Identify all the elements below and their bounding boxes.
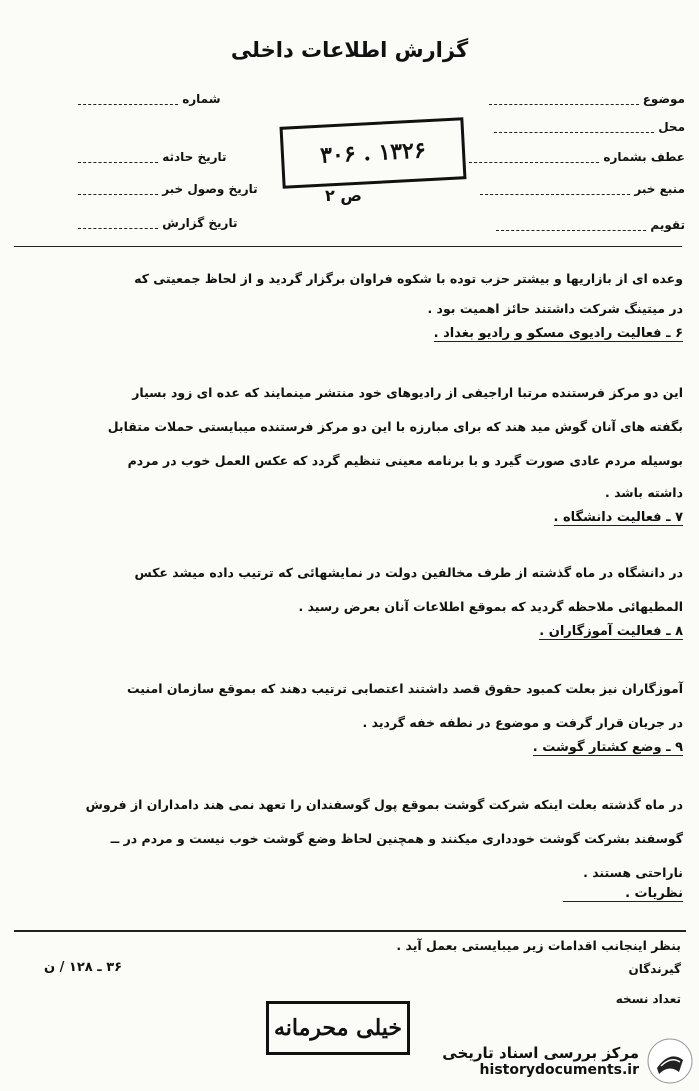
document-number: ۳۶ ـ ۱۲۸ / ن (44, 960, 123, 975)
field-report-date (78, 216, 237, 230)
field-reference-blank (469, 152, 599, 163)
book-logo-icon (647, 1038, 693, 1084)
paragraph-2-line-4: داشته باشد . (604, 485, 683, 500)
heading-section-9 (533, 740, 683, 756)
field-source-blank (480, 184, 630, 195)
header-divider (14, 246, 682, 247)
paragraph-5-line-3: ناراحتی هستند . (583, 865, 683, 880)
heading-section-6-text: ۶ ـ فعالیت رادیوی مسکو و رادیو بغداد . (433, 326, 683, 341)
field-evaluation (496, 218, 685, 232)
heading-section-6 (434, 326, 683, 342)
heading-section-8-text: ۸ ـ فعالیت آموزگاران . (539, 624, 683, 639)
field-number (78, 92, 221, 106)
watermark-persian-text: مرکز بررسی اسناد تاریخی (442, 1044, 639, 1062)
recommendation-line: بنظر اینجانب اقدامات زیر میبایستی بعمل آید . (396, 938, 681, 953)
paragraph-1-line-2: در میتینگ شرکت داشتند حائز اهمیت بود . (427, 301, 683, 316)
footer-divider (14, 930, 686, 932)
field-evaluation-blank (496, 220, 646, 231)
field-evaluation-label: تقویم (650, 218, 685, 232)
field-reference (469, 150, 685, 164)
paragraph-5-line-1: در ماه گذشته بعلت اینکه شرکت گوشت بموقع پول گوسفندان را تعهد نمی هند دامداران از فروش (85, 797, 683, 812)
field-event-date (78, 150, 227, 164)
report-title: گزارش اطلاعات داخلی (230, 38, 469, 62)
heading-section-7 (554, 510, 683, 526)
field-event-date-blank (78, 152, 158, 163)
heading-section-7-text: ۷ ـ فعالیت دانشگاه . (553, 510, 683, 525)
stamp-page-number: ص ۲ (325, 186, 362, 205)
field-source-label: منبع خبر (634, 182, 685, 196)
archive-stamp: ۳۰۶ . ۱۳۲۶ (280, 117, 467, 189)
paragraph-5-line-2: گوسفند بشرکت گوشت خودداری میکنند و همچنین لحاظ وضع گوشت خوب نیست و مردم در ــ (110, 831, 683, 846)
recipients-label: گیرندگان (628, 962, 681, 976)
paragraph-4-line-1: آموزگاران نیز بعلت کمبود حقوق قصد داشتند اعتصابی ترتیب دهند که بموقع سازمان امنیت (127, 681, 683, 696)
heading-section-8 (539, 624, 683, 640)
field-received-date (78, 182, 258, 196)
paragraph-1-line-1: وعده ای از بازاریها و بیشتر حزب توده با شکوه فراوان برگزار گردید و از لحاظ جمعیتی که (134, 271, 683, 286)
field-number-blank (78, 94, 178, 105)
paragraph-3-line-1: در دانشگاه در ماه گذشته از طرف مخالفین دولت در نمایشهائی که ترتیب داده میشد عکس (134, 565, 683, 580)
field-received-date-label: تاریخ وصول خبر (162, 182, 258, 196)
field-report-date-label: تاریخ گزارش (162, 216, 238, 230)
paragraph-4-line-2: در جریان قرار گرفت و موضوع در نطفه خفه گردید . (362, 715, 683, 730)
field-place-label: محل (658, 120, 685, 134)
archive-watermark (415, 1034, 693, 1088)
heading-opinions (563, 886, 683, 902)
field-place (494, 120, 685, 134)
classification-stamp: خیلی محرمانه (266, 1001, 410, 1055)
field-received-date-blank (78, 184, 158, 195)
field-place-blank (494, 122, 654, 133)
field-subject (489, 92, 685, 106)
copies-label: تعداد نسخه (615, 992, 681, 1006)
field-report-date-blank (78, 218, 158, 229)
field-subject-blank (489, 94, 639, 105)
paragraph-2-line-2: بگفته های آنان گوش مید هند که برای مبارزه با این دو مرکز فرستنده میبایستی حملات متقابل (107, 419, 683, 434)
field-reference-label: عطف بشماره (603, 150, 685, 164)
watermark-url: historydocuments.ir (479, 1062, 639, 1078)
paragraph-2-line-1: این دو مرکز فرستنده مرتبا اراجیفی از رادیوهای خود منتشر مینمایند که عده ای زود بسیار (132, 385, 683, 400)
field-number-label: شماره (182, 92, 221, 106)
paragraph-2-line-3: بوسیله مردم عادی صورت گیرد و با برنامه معینی تنظیم گردد که عکس العمل خوب در مردم (127, 453, 683, 468)
heading-section-9-text: ۹ ـ وضع کشتار گوشت . (532, 740, 683, 755)
field-source (480, 182, 685, 196)
heading-opinions-text: نظریات . (563, 886, 683, 902)
paragraph-3-line-2: المطیهائی ملاحظه گردید که بموقع اطلاعات آنان بعرض رسید . (298, 599, 683, 614)
field-subject-label: موضوع (642, 92, 685, 106)
field-event-date-label: تاریخ حادثه (162, 150, 227, 164)
